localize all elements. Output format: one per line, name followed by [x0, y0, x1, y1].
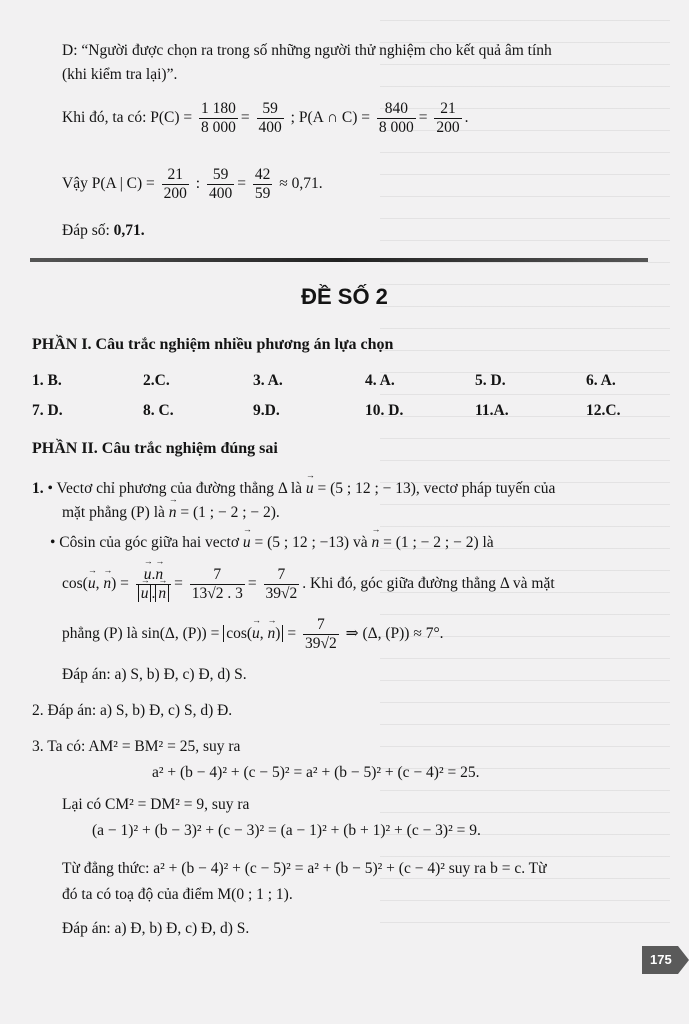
q3-line-5: Từ đẳng thức: a² + (b − 4)² + (c − 5)² = a² + (b − 5)² + (c − 4)² suy ra b = c. Từ [62, 860, 547, 877]
page-number: 175 [650, 952, 672, 967]
conditional-probability-line: Vậy P(A | C) = $\frac{21}{200}$ : $\frac{59}{400}$ = $\frac{42}{59}$ ≈ 0,71. [62, 166, 323, 202]
answer-item: 2.C. [143, 372, 170, 389]
exam-heading: ĐỀ SỐ 2 [301, 284, 388, 309]
fraction: $\frac{840}{8 000}$ [378, 100, 414, 136]
answer-item: 4. A. [365, 372, 395, 389]
answer-item: 1. B. [32, 372, 62, 389]
fraction: $\frac{7}{13√2 . 3}$ [191, 566, 243, 602]
q3-line-6: đó ta có toạ độ của điểm M(0 ; 1 ; 1). [62, 886, 293, 903]
section-divider [30, 258, 648, 262]
answer-item: 6. A. [586, 372, 616, 389]
part-1-title: PHẦN I. Câu trắc nghiệm nhiều phương án lựa chọn [32, 336, 394, 353]
fraction: $\frac{42}{59}$ [254, 166, 271, 202]
part-2-title: PHẦN II. Câu trắc nghiệm đúng sai [32, 440, 278, 457]
fraction: $\frac{59}{400}$ [208, 166, 233, 202]
probability-line: Khi đó, ta có: P(C) = $\frac{1 180}{8 000}$ = $\frac{59}{400}$ ; P(A ∩ C) = $\frac{840}{8 000}$ = $\frac{21}{200}$ . [62, 100, 469, 136]
part-d-line-1: D: “Người được chọn ra trong số những người thử nghiệm cho kết quả âm tính [62, 42, 552, 59]
q2-answer: 2. Đáp án: a) S, b) Đ, c) S, d) Đ. [32, 702, 233, 719]
page-number-tab [642, 946, 689, 974]
q1-cosine-line: cos(u →, n →) = $\frac{u \to.n \to}{u \to . n}$ → = $\frac{7}{13√2 . 3}$ = $\frac{7}{39√2}$ . Khi đó, góc giữa đường thẳng Δ và mặt [62, 566, 555, 603]
answer-item: 3. A. [253, 372, 283, 389]
fraction: $\frac{59}{400}$ [258, 100, 282, 136]
fraction: $\frac{u \to.n \to}{u \to . n}$ → [136, 566, 171, 603]
answer-line: Đáp số: 0,71. [62, 222, 145, 239]
answer-item: 11.A. [475, 402, 509, 419]
answer-item: 10. D. [365, 402, 404, 419]
answer-item: 9.D. [253, 402, 280, 419]
answer-item: 12.C. [586, 402, 621, 419]
fraction: $\frac{7}{39√2}$ [304, 616, 337, 652]
q1-answer: Đáp án: a) S, b) Đ, c) Đ, d) S. [62, 666, 247, 683]
answer-item: 7. D. [32, 402, 63, 419]
q1-bullet-1: 1. • Vectơ chỉ phương của đường thẳng Δ là u → = (5 ; 12 ; − 13), vectơ pháp tuyến của [32, 480, 555, 499]
q3-line-4: (a − 1)² + (b − 3)² + (c − 3)² = (a − 1)² + (b + 1)² + (c − 3)² = 9. [92, 822, 481, 839]
answer-item: 8. C. [143, 402, 174, 419]
fraction: $\frac{7}{39√2}$ [265, 566, 298, 602]
fraction: $\frac{21}{200}$ [163, 166, 187, 202]
q3-line-1: 3. Ta có: AM² = BM² = 25, suy ra [32, 738, 241, 755]
q1-bullet-2: • Côsin của góc giữa hai vectơ u → = (5 ; 12 ; −13) và n → = (1 ; − 2 ; − 2) là [50, 534, 494, 553]
q3-line-2: a² + (b − 4)² + (c − 5)² = a² + (b − 5)² + (c − 4)² = 25. [152, 764, 480, 781]
fraction: $\frac{21}{200}$ [436, 100, 460, 136]
q3-line-3: Lại có CM² = DM² = 9, suy ra [62, 796, 250, 813]
fraction: $\frac{1 180}{8 000}$ [201, 100, 236, 136]
answer-item: 5. D. [475, 372, 506, 389]
q1-sine-line: phẳng (P) là sin(Δ, (P)) = cos(u →, n →) = $\frac{7}{39√2}$ ⇒ (Δ, (P)) ≈ 7°. [62, 616, 444, 653]
part-d-line-2: (khi kiểm tra lại)”. [62, 66, 178, 83]
q3-answer: Đáp án: a) Đ, b) Đ, c) Đ, d) S. [62, 920, 250, 937]
q1-bullet-1-cont: mặt phẳng (P) là n → = (1 ; − 2 ; − 2). [62, 504, 280, 523]
